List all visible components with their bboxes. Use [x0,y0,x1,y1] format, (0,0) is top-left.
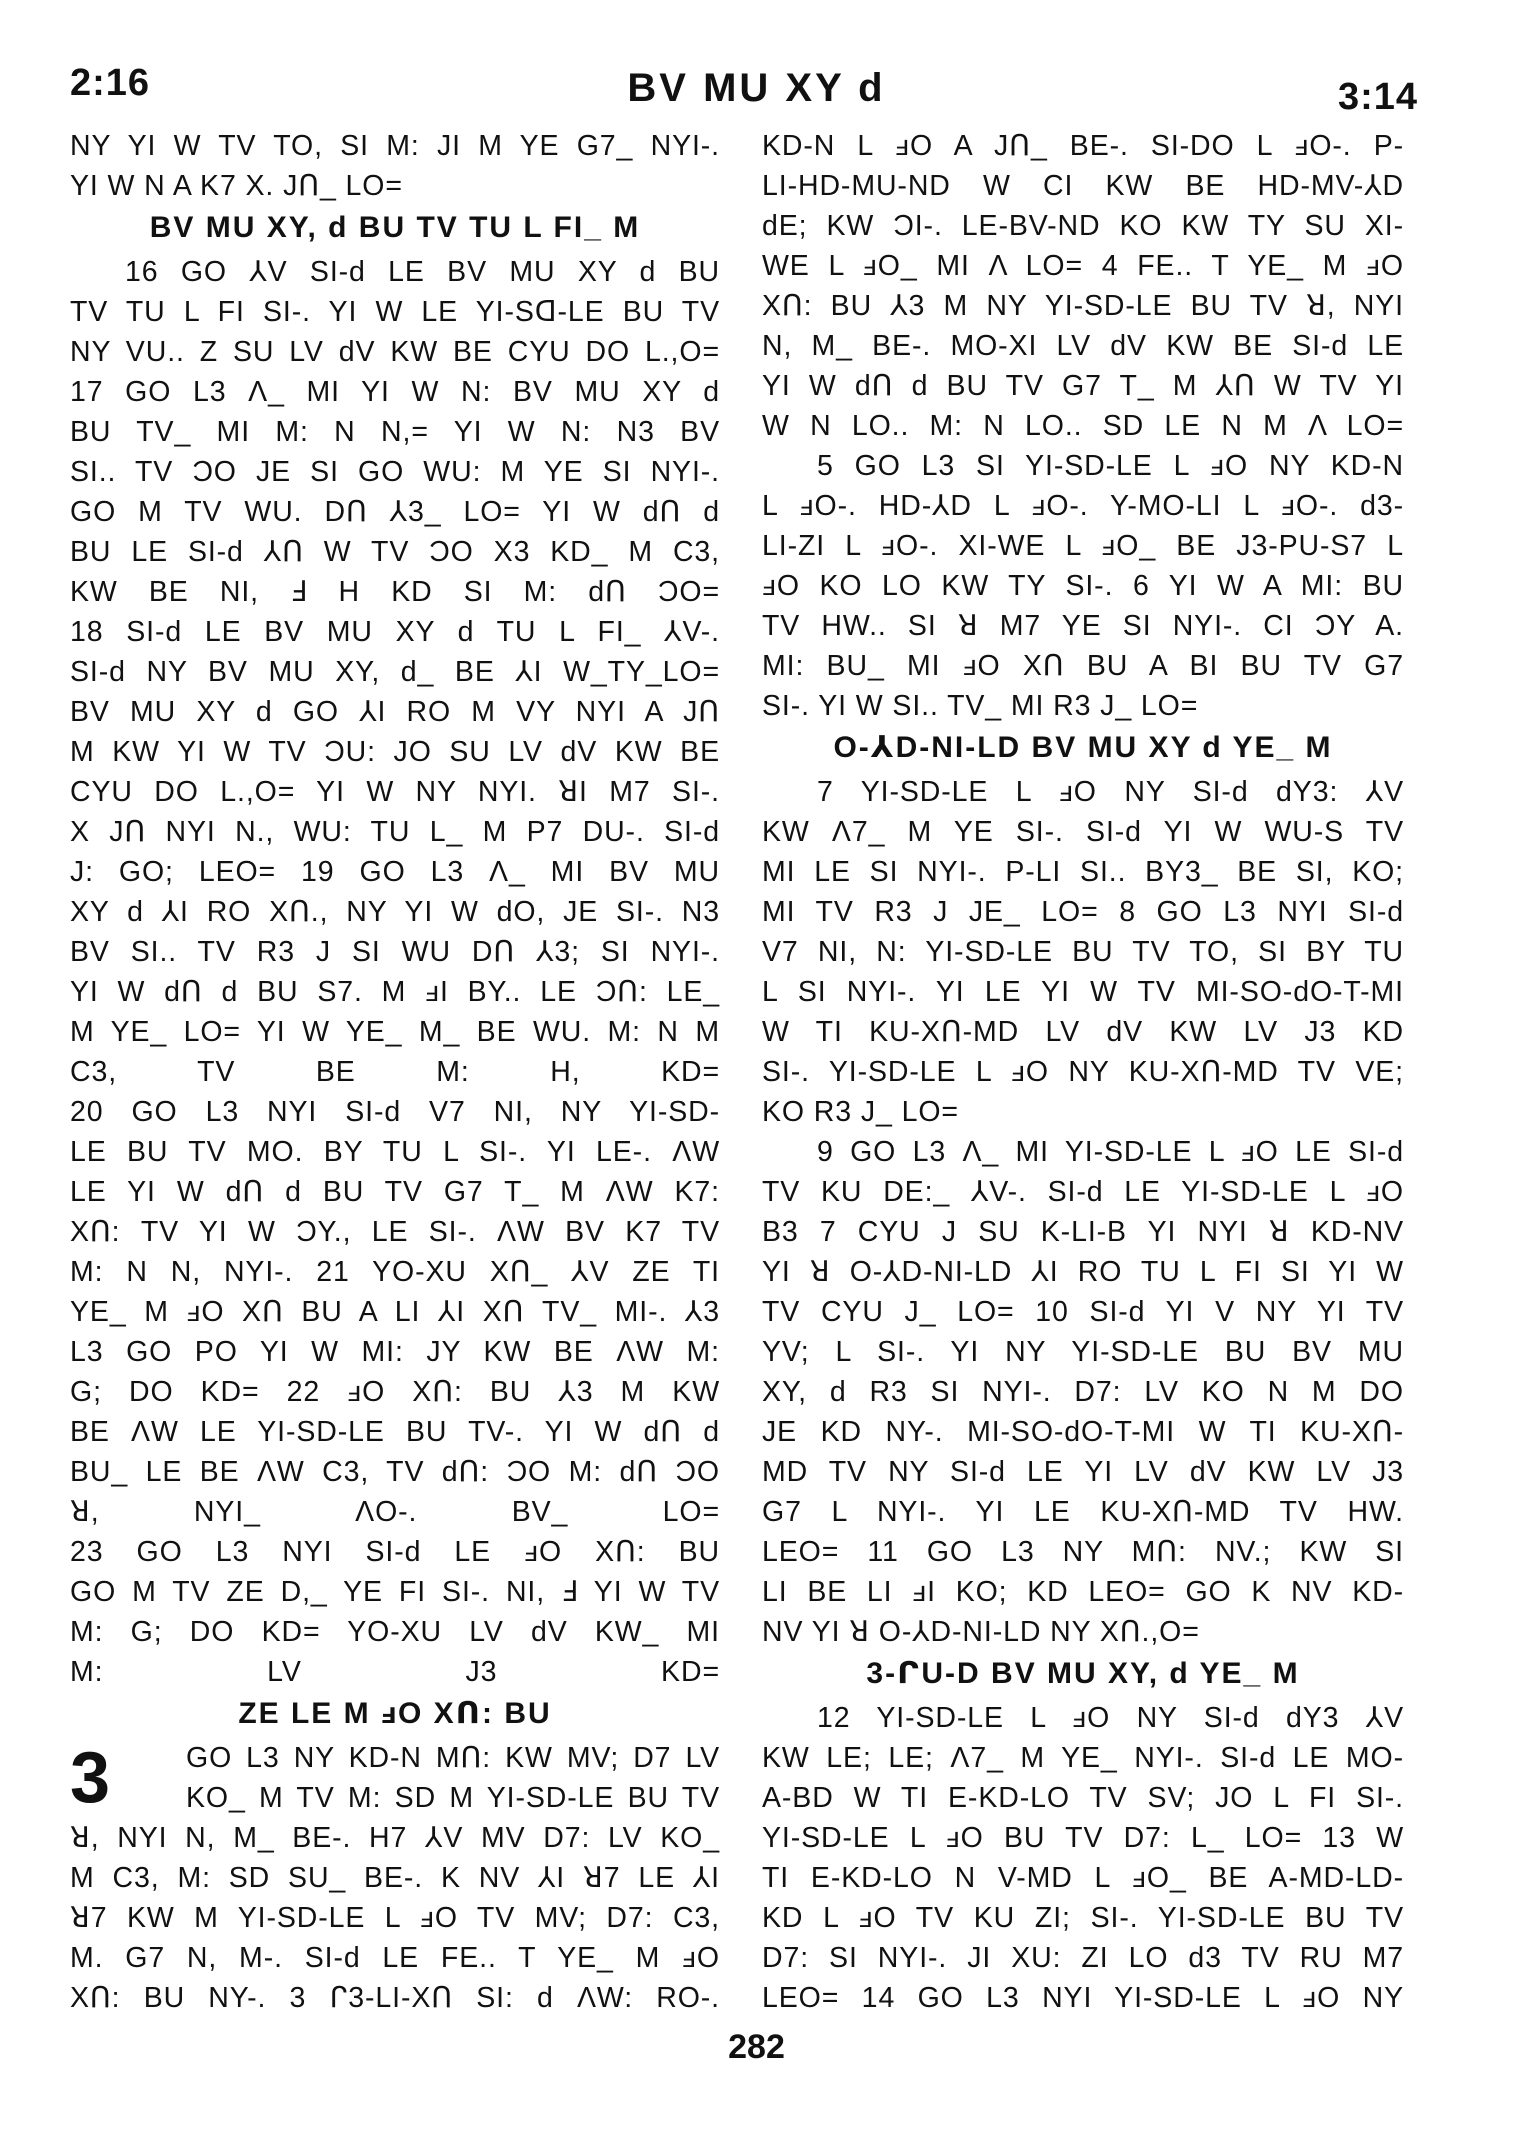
right-text-column [762,126,1404,2018]
text-line: M KW YI W TV ƆU: JO SU LV dV KW BE [70,736,720,768]
text-line: KW Λ7_ M YE SI-. SI-d YI W WU-S TV [762,816,1404,848]
text-line: GO M TV ZE D,_ YE FI SI-. NI, Ⅎ YI W TV [70,1576,720,1608]
text-line: KD-N L ⅎO A Jᑎ_ BE-. SI-DO L ⅎO-. P- [762,130,1404,162]
text-line: M: G; DO KD= YO-XU LV dV KW_ MI [70,1616,720,1648]
text-line: LEO= 11 GO L3 NY Mᑎ: NV.; KW SI [762,1536,1404,1568]
text-line: SI.. TV ƆO JE SI GO WU: M YE SI NYI-. [70,456,720,488]
text-line: N, M_ BE-. MO-XI LV dV KW BE SI-d LE [762,330,1404,362]
text-line: CYU DO L.,O= YI W NY NYI. ꓤI M7 SI-. [70,776,720,808]
text-line: A-BD W TI E-KD-LO TV SV; JO L FI SI-. [762,1782,1404,1814]
text-line: TV TU L FI SI-. YI W LE YI-Sᗡ-LE BU TV [70,296,720,328]
text-line: MD TV NY SI-d LE YI LV dV KW LV J3 [762,1456,1404,1488]
text-line: LE BU TV MO. BY TU L SI-. YI LE-. ΛW [70,1136,720,1168]
text-line: M: N N, NYI-. 21 YO-XU Xᑎ_ ⅄V ZE TI [70,1256,720,1288]
chapter-number: 3 [70,1738,111,1818]
text-line: BU_ LE BE ΛW C3, TV dᑎ: ƆO M: dᑎ ƆO [70,1456,720,1488]
text-line: 9 GO L3 Λ_ MI YI-SD-LE L ⅎO LE SI-d [817,1136,1404,1168]
text-line: LI-HD-MU-ND W CI KW BE HD-MV-⅄D [762,170,1404,202]
text-line: W TI KU-Xᑎ-MD LV dV KW LV J3 KD [762,1016,1404,1048]
text-line: V7 NI, N: YI-SD-LE BU TV TO, SI BY TU [762,936,1404,968]
text-line: KW BE NI, Ⅎ H KD SI M: dᑎ ƆO= [70,576,720,608]
text-line: 20 GO L3 NYI SI-d V7 NI, NY YI-SD- [70,1096,720,1128]
text-line: SI-. YI W SI.. TV_ MI R3 J_ LO= [762,690,1199,722]
text-line: W N LO.. M: N LO.. SD LE N M Λ LO= [762,410,1404,442]
text-line: JE KD NY-. MI-SO-dO-T-MI W TI KU-Xᑎ- [762,1416,1404,1448]
text-line: 16 GO ⅄V SI-d LE BV MU XY d BU [125,256,720,288]
text-line: XY, d R3 SI NYI-. D7: LV KO N M DO [762,1376,1404,1408]
text-line: ꓤ, NYI_ ΛO-. BV_ LO= [70,1496,720,1528]
text-line: MI LE SI NYI-. P-LI SI.. BY3_ BE SI, KO; [762,856,1404,888]
text-line: BU TV_ MI M: N N,= YI W N: N3 BV [70,416,720,448]
text-line: NY YI W TV TO, SI M: JI M YE G7_ NYI-. [70,130,720,162]
text-line: ⅎO KO LO KW TY SI-. 6 YI W A MI: BU [762,570,1404,602]
text-line: YI W dᑎ d BU S7. M ⅎI BY.. LE Ɔᑎ: LE_ [70,976,720,1008]
text-line: YV; L SI-. YI NY YI-SD-LE BU BV MU [762,1336,1404,1368]
text-line: LI BE LI ⅎI KO; KD LEO= GO K NV KD- [762,1576,1404,1608]
text-line: SI-. YI-SD-LE L ⅎO NY KU-Xᑎ-MD TV VE; [762,1056,1404,1088]
text-line: G; DO KD= 22 ⅎO Xᑎ: BU ⅄3 M KW [70,1376,720,1408]
text-line: BV SI.. TV R3 J SI WU Dᑎ ⅄3; SI NYI-. [70,936,720,968]
text-line: 5 GO L3 SI YI-SD-LE L ⅎO NY KD-N [817,450,1404,482]
text-line: J: GO; LEO= 19 GO L3 Λ_ MI BV MU [70,856,720,888]
text-line: 17 GO L3 Λ_ MI YI W N: BV MU XY d [70,376,720,408]
text-line: TV CYU J_ LO= 10 SI-d YI V NY YI TV [762,1296,1404,1328]
text-line: KO_ M TV M: SD M YI-SD-LE BU TV [186,1782,720,1814]
section-heading: 3-ᒋU-D BV MU XY, d YE_ M [866,1657,1300,1690]
text-line: TV HW.. SI ꓤ M7 YE SI NYI-. CI ƆY A. [762,610,1404,642]
text-line: KW LE; LE; Λ7_ M YE_ NYI-. SI-d LE MO- [762,1742,1404,1774]
chapter-start [70,1738,720,2018]
text-line: M YE_ LO= YI W YE_ M_ BE WU. M: N M [70,1016,720,1048]
text-line: B3 7 CYU J SU K-LI-B YI NYI ꓤ KD-NV [762,1216,1404,1248]
text-line: 7 YI-SD-LE L ⅎO NY SI-d dY3: ⅄V [817,776,1404,808]
text-line: X Jᑎ NYI N., WU: TU L_ M P7 DU-. SI-d [70,816,720,848]
page-number: 282 [728,2028,785,2066]
text-line: ꓤ, NYI N, M_ BE-. H7 ⅄V MV D7: LV KO_ [70,1822,720,1854]
text-line: NV YI ꓤ O-⅄D-NI-LD NY Xᑎ.,O= [762,1616,1200,1648]
header-chapter-verse-left: 2:16 [70,62,151,104]
text-line: BE ΛW LE YI-SD-LE BU TV-. YI W dᑎ d [70,1416,720,1448]
text-line: NY VU.. Z SU LV dV KW BE CYU DO L.,O= [70,336,720,368]
section-heading: ZE LE M ⅎO Xᑎ: BU [238,1697,552,1730]
left-text-column [70,126,720,2018]
text-line: 12 YI-SD-LE L ⅎO NY SI-d dY3 ⅄V [817,1702,1404,1734]
text-line: LI-ZI L ⅎO-. XI-WE L ⅎO_ BE J3-PU-S7 L [762,530,1404,562]
text-line: L ⅎO-. HD-⅄D L ⅎO-. Y-MO-LI L ⅎO-. d3- [762,490,1404,522]
text-line: D7: SI NYI-. JI XU: ZI LO d3 TV RU M7 [762,1942,1404,1974]
text-line: WE L ⅎO_ MI Λ LO= 4 FE.. T YE_ M ⅎO [762,250,1404,282]
text-line: YI W dᑎ d BU TV G7 T_ M ⅄ᑎ W TV YI [762,370,1404,402]
text-line: LE YI W dᑎ d BU TV G7 T_ M ΛW K7: [70,1176,720,1208]
section-heading: BV MU XY, d BU TV TU L FI_ M [149,211,641,244]
header-chapter-verse-right: 3:14 [1337,76,1418,118]
text-line: M C3, M: SD SU_ BE-. K NV ⅄I ꓤ7 LE ⅄I [70,1862,720,1894]
text-line: C3, TV BE M: H, KD= [70,1056,720,1088]
text-line: 18 SI-d LE BV MU XY d TU L FI_ ⅄V-. [70,616,720,648]
text-line: TI E-KD-LO N V-MD L ⅎO_ BE A-MD-LD- [762,1862,1404,1894]
text-line: YI ꓤ O-⅄D-NI-LD ⅄I RO TU L FI SI YI W [762,1256,1404,1288]
text-line: Xᑎ: TV YI W ƆY., LE SI-. ΛW BV K7 TV [70,1216,720,1248]
text-line: TV KU DE:_ ⅄V-. SI-d LE YI-SD-LE L ⅎO [762,1176,1404,1208]
text-line: M. G7 N, M-. SI-d LE FE.. T YE_ M ⅎO [70,1942,720,1974]
text-line: L3 GO PO YI W MI: JY KW BE ΛW M: [70,1336,720,1368]
text-line: SI-d NY BV MU XY, d_ BE ⅄I W_TY_LO= [70,656,720,688]
text-line: BV MU XY d GO ⅄I RO M VY NYI A Jᑎ [70,696,720,728]
text-line: LEO= 14 GO L3 NYI YI-SD-LE L ⅎO NY [762,1982,1404,2014]
text-line: 23 GO L3 NYI SI-d LE ⅎO Xᑎ: BU [70,1536,720,1568]
page-title: BV MU XY d [627,66,886,110]
text-line: MI: BU_ MI ⅎO Xᑎ BU A BI BU TV G7 [762,650,1404,682]
text-line: G7 L NYI-. YI LE KU-Xᑎ-MD TV HW. [762,1496,1404,1528]
text-line: ꓤ7 KW M YI-SD-LE L ⅎO TV MV; D7: C3, [70,1902,720,1934]
text-line: YE_ M ⅎO Xᑎ BU A LI ⅄I Xᑎ TV_ MI-. ⅄3 [70,1296,720,1328]
text-line: Xᑎ: BU NY-. 3 ᒋ3-LI-Xᑎ SI: d ΛW: RO-. [70,1982,720,2014]
text-line: BU LE SI-d ⅄ᑎ W TV ƆO X3 KD_ M C3, [70,536,720,568]
text-line: dE; KW ƆI-. LE-BV-ND KO KW TY SU XI- [762,210,1404,242]
text-line: YI W N A K7 X. Jᑎ_ LO= [70,170,403,202]
text-line: M: LV J3 KD= [70,1656,720,1688]
text-line: L SI NYI-. YI LE YI W TV MI-SO-dO-T-MI [762,976,1404,1008]
text-line: GO L3 NY KD-N Mᑎ: KW MV; D7 LV [186,1742,720,1774]
text-line: YI-SD-LE L ⅎO BU TV D7: L_ LO= 13 W [762,1822,1404,1854]
section-heading: O-⅄D-NI-LD BV MU XY d YE_ M [833,731,1333,764]
text-line: KO R3 J_ LO= [762,1096,959,1128]
text-line: MI TV R3 J JE_ LO= 8 GO L3 NYI SI-d [762,896,1404,928]
text-line: XY d ⅄I RO Xᑎ., NY YI W dO, JE SI-. N3 [70,896,720,928]
text-line: Xᑎ: BU ⅄3 M NY YI-SD-LE BU TV ꓤ, NYI [762,290,1404,322]
text-line: KD L ⅎO TV KU ZI; SI-. YI-SD-LE BU TV [762,1902,1404,1934]
text-line: GO M TV WU. Dᑎ ⅄3_ LO= YI W dᑎ d [70,496,720,528]
